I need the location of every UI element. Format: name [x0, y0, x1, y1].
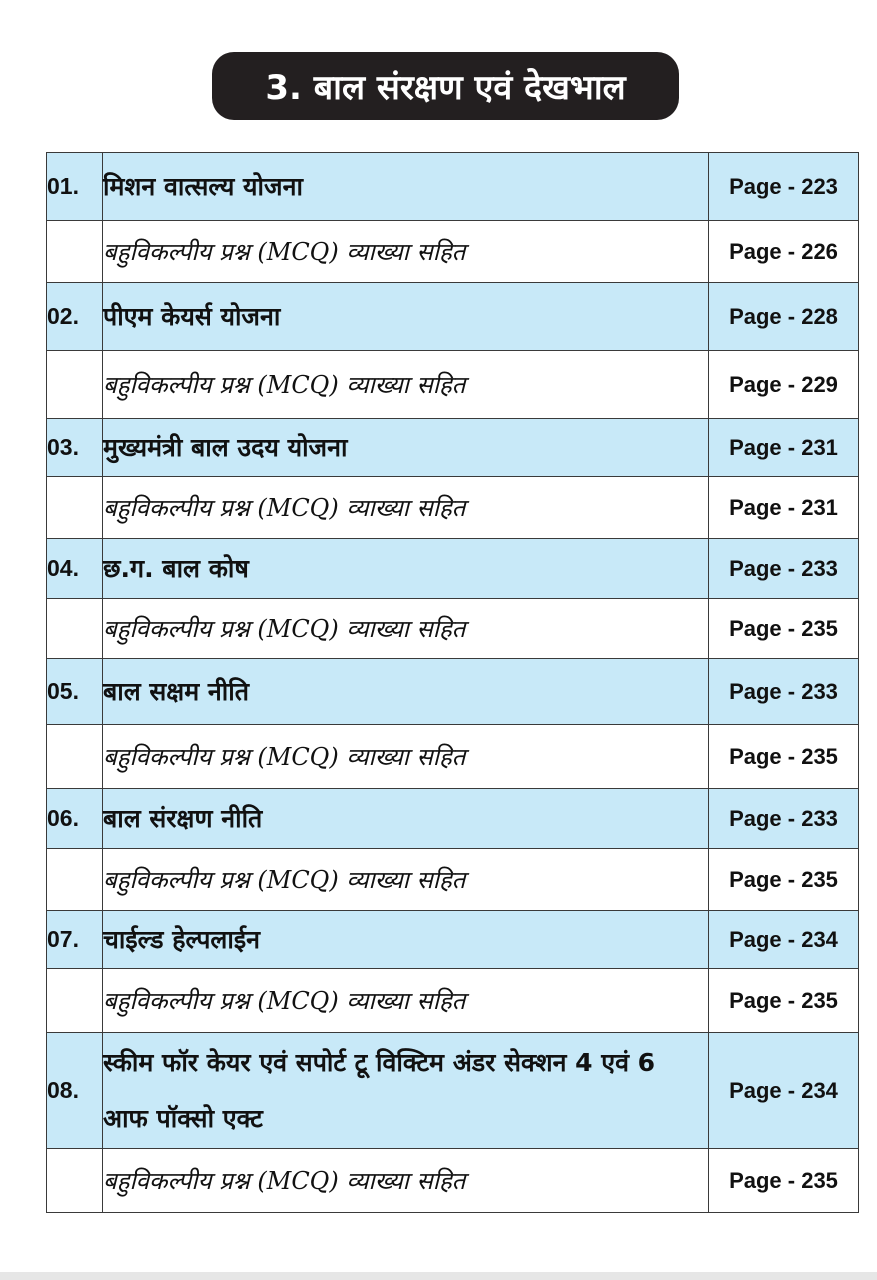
row-number: [47, 351, 103, 419]
topic-row: [47, 539, 859, 599]
page-reference: Page - 231: [709, 477, 859, 539]
page-reference: Page - 233: [709, 539, 859, 599]
topic-row: [47, 283, 859, 351]
topic-title: छ.ग. बाल कोष: [103, 539, 709, 599]
page-reference: Page - 226: [709, 221, 859, 283]
topic-title: मिशन वात्सल्य योजना: [103, 153, 709, 221]
page-reference: Page - 223: [709, 153, 859, 221]
row-number: 04.: [47, 539, 103, 599]
mcq-row: [47, 599, 859, 659]
topic-title: पीएम केयर्स योजना: [103, 283, 709, 351]
page-reference: Page - 234: [709, 1033, 859, 1149]
row-number: [47, 849, 103, 911]
row-number: 01.: [47, 153, 103, 221]
row-number: 03.: [47, 419, 103, 477]
page-reference: Page - 234: [709, 911, 859, 969]
mcq-label: बहुविकल्पीय प्रश्न (MCQ) व्याख्या सहित: [103, 969, 709, 1033]
page-reference: Page - 235: [709, 1149, 859, 1213]
row-number: [47, 221, 103, 283]
topic-row: [47, 789, 859, 849]
mcq-label: बहुविकल्पीय प्रश्न (MCQ) व्याख्या सहित: [103, 351, 709, 419]
topic-title: बाल संरक्षण नीति: [103, 789, 709, 849]
page-reference: Page - 228: [709, 283, 859, 351]
row-number: 06.: [47, 789, 103, 849]
mcq-row: [47, 969, 859, 1033]
mcq-label: बहुविकल्पीय प्रश्न (MCQ) व्याख्या सहित: [103, 599, 709, 659]
topic-row: [47, 153, 859, 221]
topic-title: चाईल्ड हेल्पलाईन: [103, 911, 709, 969]
mcq-label: बहुविकल्पीय प्रश्न (MCQ) व्याख्या सहित: [103, 221, 709, 283]
mcq-row: [47, 725, 859, 789]
row-number: 02.: [47, 283, 103, 351]
page-reference: Page - 229: [709, 351, 859, 419]
row-number: [47, 725, 103, 789]
page-bottom-edge: [0, 1272, 877, 1280]
topic-row: [47, 419, 859, 477]
row-number: [47, 599, 103, 659]
row-number: [47, 477, 103, 539]
mcq-row: [47, 1149, 859, 1213]
mcq-row: [47, 221, 859, 283]
topic-row: [47, 1033, 859, 1149]
row-number: 05.: [47, 659, 103, 725]
page-reference: Page - 231: [709, 419, 859, 477]
page-reference: Page - 235: [709, 849, 859, 911]
page-reference: Page - 235: [709, 969, 859, 1033]
mcq-row: [47, 849, 859, 911]
row-number: [47, 969, 103, 1033]
topic-row: [47, 911, 859, 969]
row-number: 07.: [47, 911, 103, 969]
topic-title: स्कीम फॉर केयर एवं सपोर्ट टू विक्टिम अंडर सेक्शन 4 एवं 6 आफ पॉक्सो एक्ट: [103, 1033, 709, 1149]
row-number: [47, 1149, 103, 1213]
topic-title: बाल सक्षम नीति: [103, 659, 709, 725]
mcq-label: बहुविकल्पीय प्रश्न (MCQ) व्याख्या सहित: [103, 477, 709, 539]
page-reference: Page - 235: [709, 599, 859, 659]
mcq-label: बहुविकल्पीय प्रश्न (MCQ) व्याख्या सहित: [103, 1149, 709, 1213]
mcq-label: बहुविकल्पीय प्रश्न (MCQ) व्याख्या सहित: [103, 849, 709, 911]
topic-row: [47, 659, 859, 725]
chapter-title: 3. बाल संरक्षण एवं देखभाल: [212, 52, 679, 120]
mcq-label: बहुविकल्पीय प्रश्न (MCQ) व्याख्या सहित: [103, 725, 709, 789]
page-reference: Page - 235: [709, 725, 859, 789]
row-number: 08.: [47, 1033, 103, 1149]
page-reference: Page - 233: [709, 659, 859, 725]
page-reference: Page - 233: [709, 789, 859, 849]
topic-title: मुख्यमंत्री बाल उदय योजना: [103, 419, 709, 477]
contents-table: [46, 152, 859, 1213]
mcq-row: [47, 477, 859, 539]
mcq-row: [47, 351, 859, 419]
contents-table-body: [47, 153, 859, 1213]
